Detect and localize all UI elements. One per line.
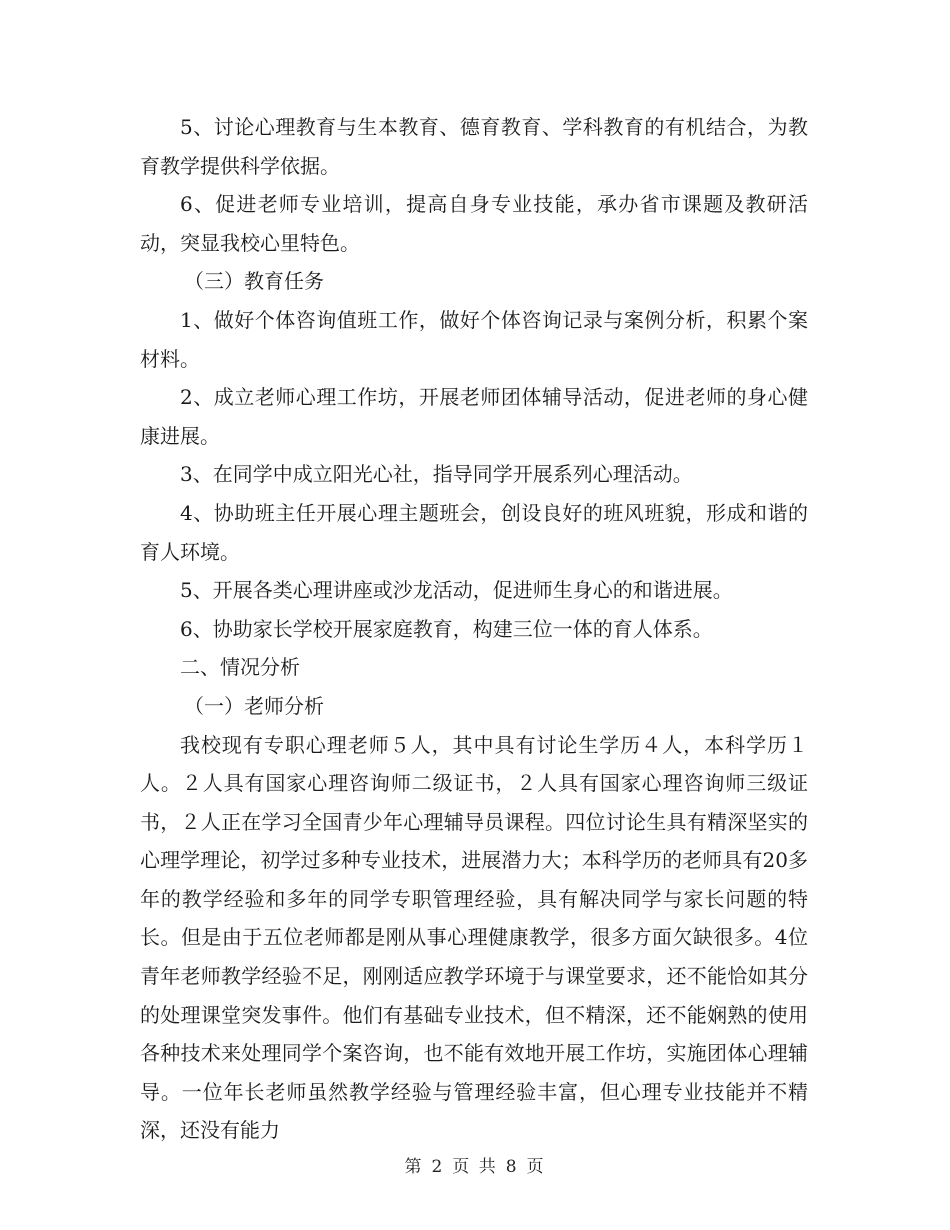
section-heading-education-tasks: （三）教育任务 — [184, 269, 324, 294]
footer-current-page: 2 — [431, 1157, 445, 1177]
paragraph-item-6-training: 6、促进老师专业培训，提高自身专业技能，承办省市课题及教研活动，突显我校心里特色。 — [140, 192, 808, 255]
page-footer — [0, 1152, 950, 1177]
teacher-analysis-paragraph: 我校现有专职心理老师５人，其中具有讨论生学历４人，本科学历１人。２人具有国家心理咨询师二级证书，２人具有国家心理咨询师三级证书，２人正在学习全国青少年心理辅导员课程。四位讨论生具有精深坚实的心理学理论，初学过多种专业技术，进展潜力大；本科学历的老师具有20多年的教学经验和多年的同学专职管理经验，具有解决同学与家长问题的特长。但是由于五位老师都是刚从事心理健康教学，很多方面欠缺很多。4位青年老师教学经验不足，刚刚适应教学环境于与课堂要求，还不能恰如其分的处理课堂突发事件。他们有基础专业技术，但不精深，还不能娴熟的使用各种技术来处理同学个案咨询，也不能有效地开展工作坊，实施团体心理辅导。一位年长老师虽然教学经验与管理经验丰富，但心理专业技能并不精深，还没有能力 — [140, 732, 808, 1143]
task-item-5: 5、开展各类心理讲座或沙龙活动，促进师生身心的和谐进展。 — [180, 578, 733, 603]
paragraph-item-5-research: 5、讨论心理教育与生本教育、德育教育、学科教育的有机结合，为教育教学提供科学依据。 — [140, 115, 808, 178]
footer-total-pages: 8 — [505, 1157, 519, 1177]
task-item-6: 6、协助家长学校开展家庭教育，构建三位一体的育人体系。 — [180, 616, 713, 641]
task-item-1: 1、做好个体咨询值班工作，做好个体咨询记录与案例分析，积累个案材料。 — [140, 307, 808, 371]
document-body — [140, 108, 808, 1150]
footer-prefix: 第 — [404, 1157, 424, 1177]
task-item-3: 3、在同学中成立阳光心社，指导同学开展系列心理活动。 — [180, 462, 693, 487]
footer-middle: 页 共 — [452, 1157, 498, 1177]
task-item-4: 4、协助班主任开展心理主题班会，创设良好的班风班貌，形成和谐的育人环境。 — [140, 500, 808, 564]
section-heading-situation-analysis: 二、情况分析 — [180, 655, 300, 680]
task-item-2: 2、成立老师心理工作坊，开展老师团体辅导活动，促进老师的身心健康进展。 — [140, 385, 808, 448]
subsection-heading-teacher-analysis: （一）老师分析 — [184, 693, 324, 718]
footer-suffix: 页 — [526, 1157, 546, 1177]
